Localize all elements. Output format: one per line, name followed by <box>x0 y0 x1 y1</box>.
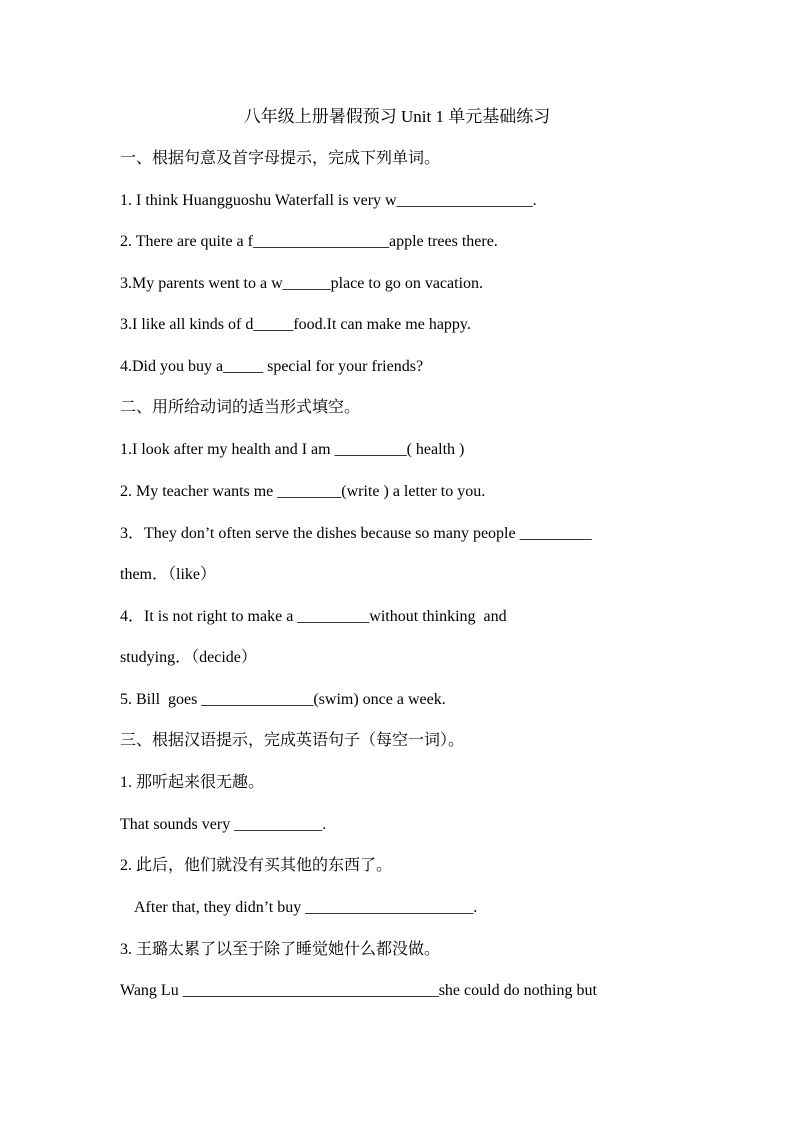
section-2-item-3-cont: them．（like） <box>120 566 216 583</box>
section-1-item-2: 2. There are quite a f_________________apple trees there. <box>120 233 498 250</box>
section-3-item-1-sentence: That sounds very ___________. <box>120 816 327 833</box>
section-2-item-4: 4．It is not right to make a _________without thinking and <box>120 608 507 625</box>
section-2-item-4-cont: studying．（decide） <box>120 649 257 666</box>
section-2-item-3: 3．They don’t often serve the dishes because so many people _________ <box>120 525 592 542</box>
section-3-item-2-sentence: After that, they didn’t buy _____________________. <box>134 899 478 916</box>
section-3-item-3-sentence: Wang Lu ________________________________she could do nothing but <box>120 982 597 999</box>
section-2-item-2: 2. My teacher wants me ________(write ) a letter to you. <box>120 483 486 500</box>
section-1-item-4: 3.I like all kinds of d_____food.It can make me happy. <box>120 316 471 333</box>
section-3-heading: 三、根据汉语提示，完成英语句子（每空一词）。 <box>120 732 465 749</box>
section-2-heading: 二、用所给动词的适当形式填空。 <box>120 399 361 416</box>
section-1-item-3: 3.My parents went to a w______place to go on vacation. <box>120 275 484 292</box>
section-2-item-5: 5. Bill goes ______________(swim) once a week. <box>120 691 446 708</box>
section-3-item-1-prompt: 1. 那听起来很无趣。 <box>120 774 265 791</box>
section-3-item-2-prompt: 2. 此后，他们就没有买其他的东西了。 <box>120 857 393 874</box>
section-2-item-1: 1.I look after my health and I am _________( health ) <box>120 441 465 458</box>
section-3-item-3-prompt: 3. 王璐太累了以至于除了睡觉她什么都没做。 <box>120 941 441 958</box>
section-1-item-5: 4.Did you buy a_____ special for your friends? <box>120 358 424 375</box>
worksheet-title: 八年级上册暑假预习 Unit 1 单元基础练习 <box>243 107 551 126</box>
section-1-item-1: 1. I think Huangguoshu Waterfall is very w_________________. <box>120 192 537 209</box>
section-1-heading: 一、根据句意及首字母提示，完成下列单词。 <box>120 150 441 167</box>
